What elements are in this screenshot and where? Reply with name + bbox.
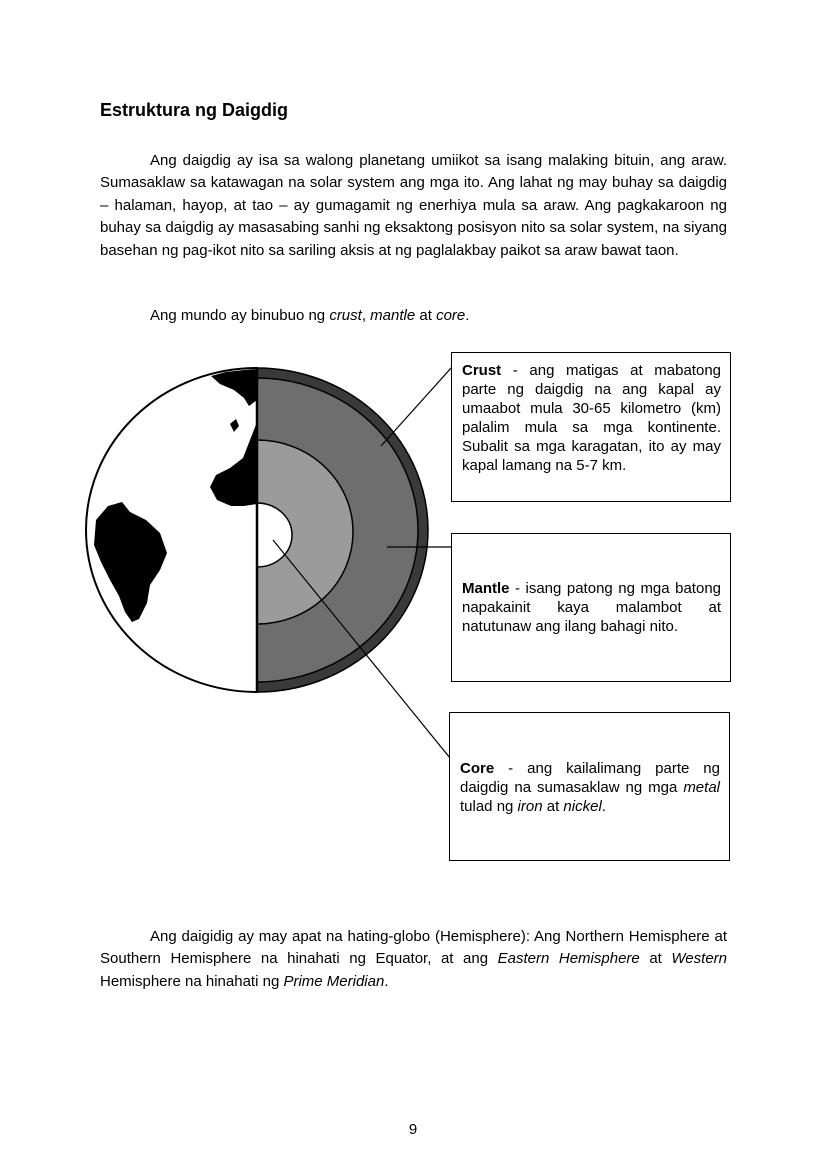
core-metal: metal [683, 779, 720, 796]
western-term: Western [671, 950, 727, 968]
intro-paragraph: Ang daigdig ay isa sa walong planetang umiikot sa isang malaking bituin, ang araw. Sumasaklaw sa katawagan na solar system ang mga ito. Ang lahat ng may buhay sa daigdig – halaman, hayop, at tao – ay gumagamit ng enerhiya mula sa araw. Ang pagkakaroon ng buhay sa daigdig ay masasabing sanhi ng eksaktong posisyon nito sa solar system, na siyang basehan ng pag-ikot nito sa sariling aksis at ng paglalakbay paikot sa araw bawat taon. [100, 152, 727, 259]
core-description-4: . [601, 798, 606, 815]
crust-description: - ang matigas at mabatong parte ng daigdig na ang kapal ay umaabot mula 30-65 kilometro (km) palalim mula sa mga kontinente. Subalit sa mga karagatan, ito ay may kapal lamang na 5-7 km. [462, 362, 721, 474]
core-description-2: tulad ng [460, 798, 518, 815]
mantle-description: - isang patong ng mga batong napakainit kaya malambot at natutunaw ang ilang bahagi nito. [462, 580, 721, 635]
layers-prefix: Ang mundo ay binubuo ng [150, 307, 330, 324]
term-mantle: mantle [370, 307, 416, 324]
core-callout [449, 712, 730, 861]
layers-suffix: . [465, 307, 470, 324]
term-core: core [436, 307, 466, 324]
hemisphere-part-1: Ang daigidig ay may apat na hating-globo (Hemisphere): Ang Northern Hemisphere at Southern Hemisphere na hinahati ng Equator, at ang [100, 928, 727, 968]
hemisphere-part-3: Hemisphere na hinahati ng [100, 972, 284, 990]
hemisphere-paragraph [100, 926, 727, 993]
mantle-callout [451, 533, 731, 682]
hemisphere-part-2: at [639, 950, 672, 968]
crust-leader-line [381, 367, 452, 446]
hemisphere-part-4: . [384, 972, 389, 990]
layers-sep-2: at [415, 307, 437, 324]
prime-meridian: Prime Meridian [283, 972, 385, 990]
core-iron: iron [517, 798, 543, 815]
core-description-3: at [542, 798, 564, 815]
layers-sep-1: , [361, 307, 371, 324]
core-term: Core [460, 760, 495, 777]
page-number: 9 [408, 1121, 418, 1138]
eastern-hemisphere: Eastern Hemisphere [497, 950, 640, 968]
core-description-1: - ang kailalimang parte ng daigdig na sumasaklaw ng mga [460, 760, 720, 796]
term-crust: crust [329, 307, 362, 324]
crust-term: Crust [462, 362, 502, 379]
page-title: Estruktura ng Daigdig [100, 100, 289, 120]
crust-callout [451, 352, 731, 502]
core-nickel: nickel [563, 798, 602, 815]
mantle-term: Mantle [462, 580, 510, 597]
